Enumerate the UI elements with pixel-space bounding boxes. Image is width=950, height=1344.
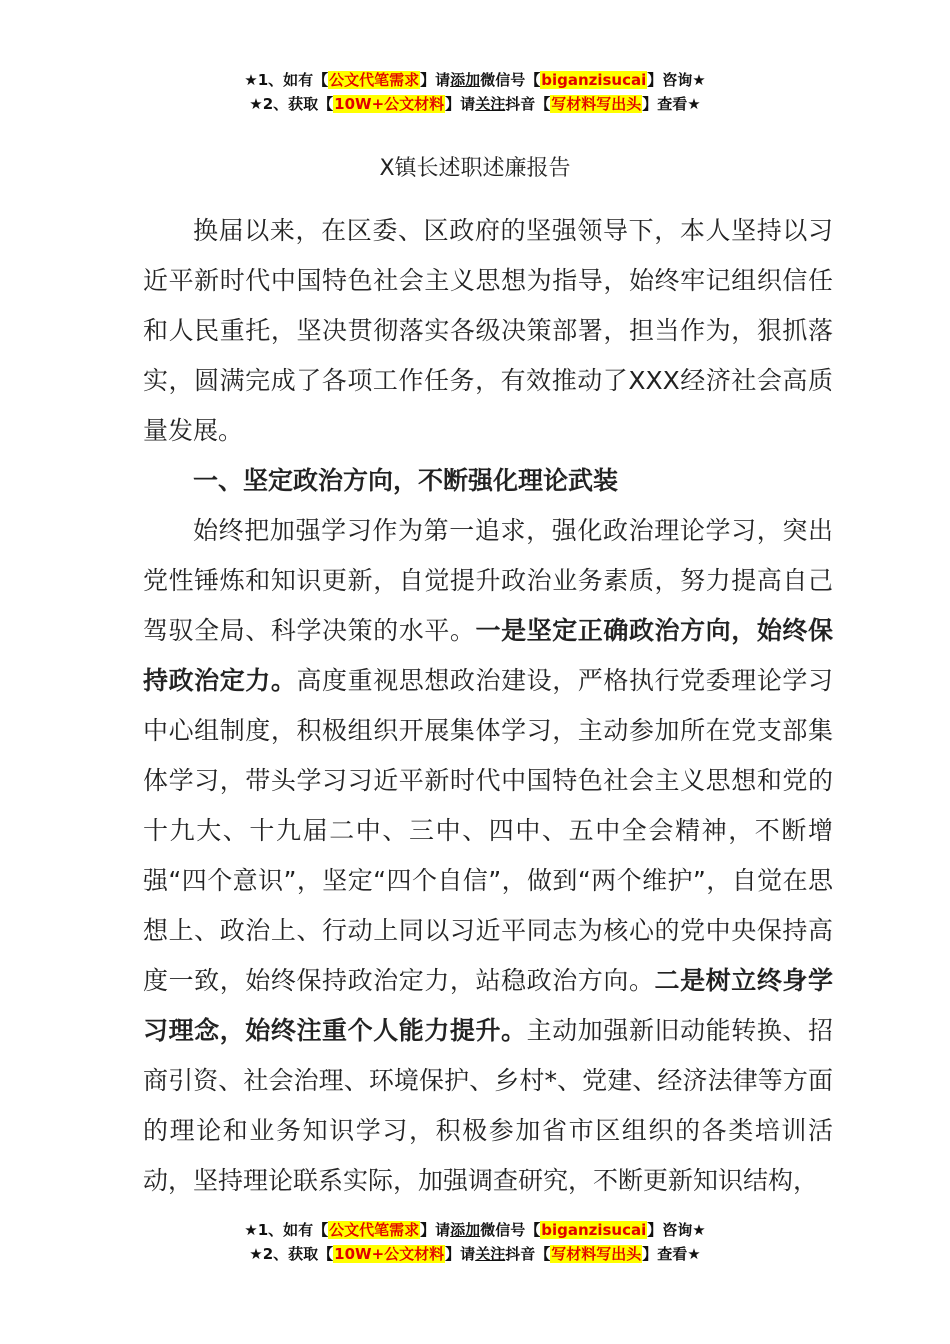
document-title: X镇长述职述廉报告 <box>379 156 571 181</box>
highlight-text: 10W+公文材料 <box>334 95 445 113</box>
banner-line-1: ★1、如有【公文代笔需求】请添加微信号【biganzisucai】咨询★ <box>244 1221 706 1239</box>
body-paragraph: 始终把加强学习作为第一追求，强化政治理论学习，突出党性锤炼和知识更新，自觉提升政治业务素质，努力提高自己驾驭全局、科学决策的水平。一是坚定正确政治方向，始终保持政治定力。高度重视思想政治建设，严格执行党委理论学习中心组制度，积极组织开展集体学习，主动参加所在党支部集体学习，带头学习习近平新时代中国特色社会主义思想和党的十九大、十九届二中、三中、四中、五中全会精神，不断增强“四个意识”，坚定“四个自信”，做到“两个维护”，自觉在思想上、政治上、行动上同以习近平同志为核心的党中央保持高度一致，始终保持政治定力，站稳政治方向。二是树立终身学习理念，始终注重个人能力提升。主动加强新旧动能转换、招商引资、社会治理、环境保护、乡村*、党建、经济法律等方面的理论和业务知识学习，积极参加省市区组织的各类培训活动，坚持理论联系实际，加强调查研究，不断更新知识结构， <box>143 516 833 1195</box>
banner-line-2: ★2、获取【10W+公文材料】请关注抖音【写材料写出头】查看★ <box>249 1245 701 1263</box>
header-banner <box>0 68 950 116</box>
document-body <box>143 206 833 1206</box>
highlight-text: 公文代笔需求 <box>329 71 420 89</box>
wechat-id: biganzisucai <box>541 71 647 89</box>
bold-point: 二是树立终身学习理念，始终注重个人能力提升。 <box>143 966 833 1045</box>
star-icon: ★ <box>244 1221 258 1239</box>
star-icon: ★ <box>692 1221 706 1239</box>
star-icon: ★ <box>244 71 258 89</box>
star-icon: ★ <box>692 71 706 89</box>
intro-paragraph: 换届以来，在区委、区政府的坚强领导下，本人坚持以习近平新时代中国特色社会主义思想为指导，始终牢记组织信任和人民重托，坚决贯彻落实各级决策部署，担当作为，狠抓落实，圆满完成了各项工作任务，有效推动了XXX经济社会高质量发展。 <box>143 216 833 445</box>
star-icon: ★ <box>249 1245 263 1263</box>
footer-banner <box>0 1218 950 1266</box>
banner-line-1: ★1、如有【公文代笔需求】请添加微信号【biganzisucai】咨询★ <box>244 71 706 89</box>
banner-line-2: ★2、获取【10W+公文材料】请关注抖音【写材料写出头】查看★ <box>249 95 701 113</box>
highlight-text: 公文代笔需求 <box>329 1221 420 1239</box>
wechat-id: biganzisucai <box>541 1221 647 1239</box>
douyin-account: 写材料写出头 <box>551 95 642 113</box>
highlight-text: 10W+公文材料 <box>334 1245 445 1263</box>
star-icon: ★ <box>687 95 701 113</box>
star-icon: ★ <box>249 95 263 113</box>
star-icon: ★ <box>687 1245 701 1263</box>
bold-point: 一是坚定正确政治方向，始终保持政治定力。 <box>143 616 833 695</box>
douyin-account: 写材料写出头 <box>551 1245 642 1263</box>
section-heading: 一、坚定政治方向，不断强化理论武装 <box>193 466 619 495</box>
